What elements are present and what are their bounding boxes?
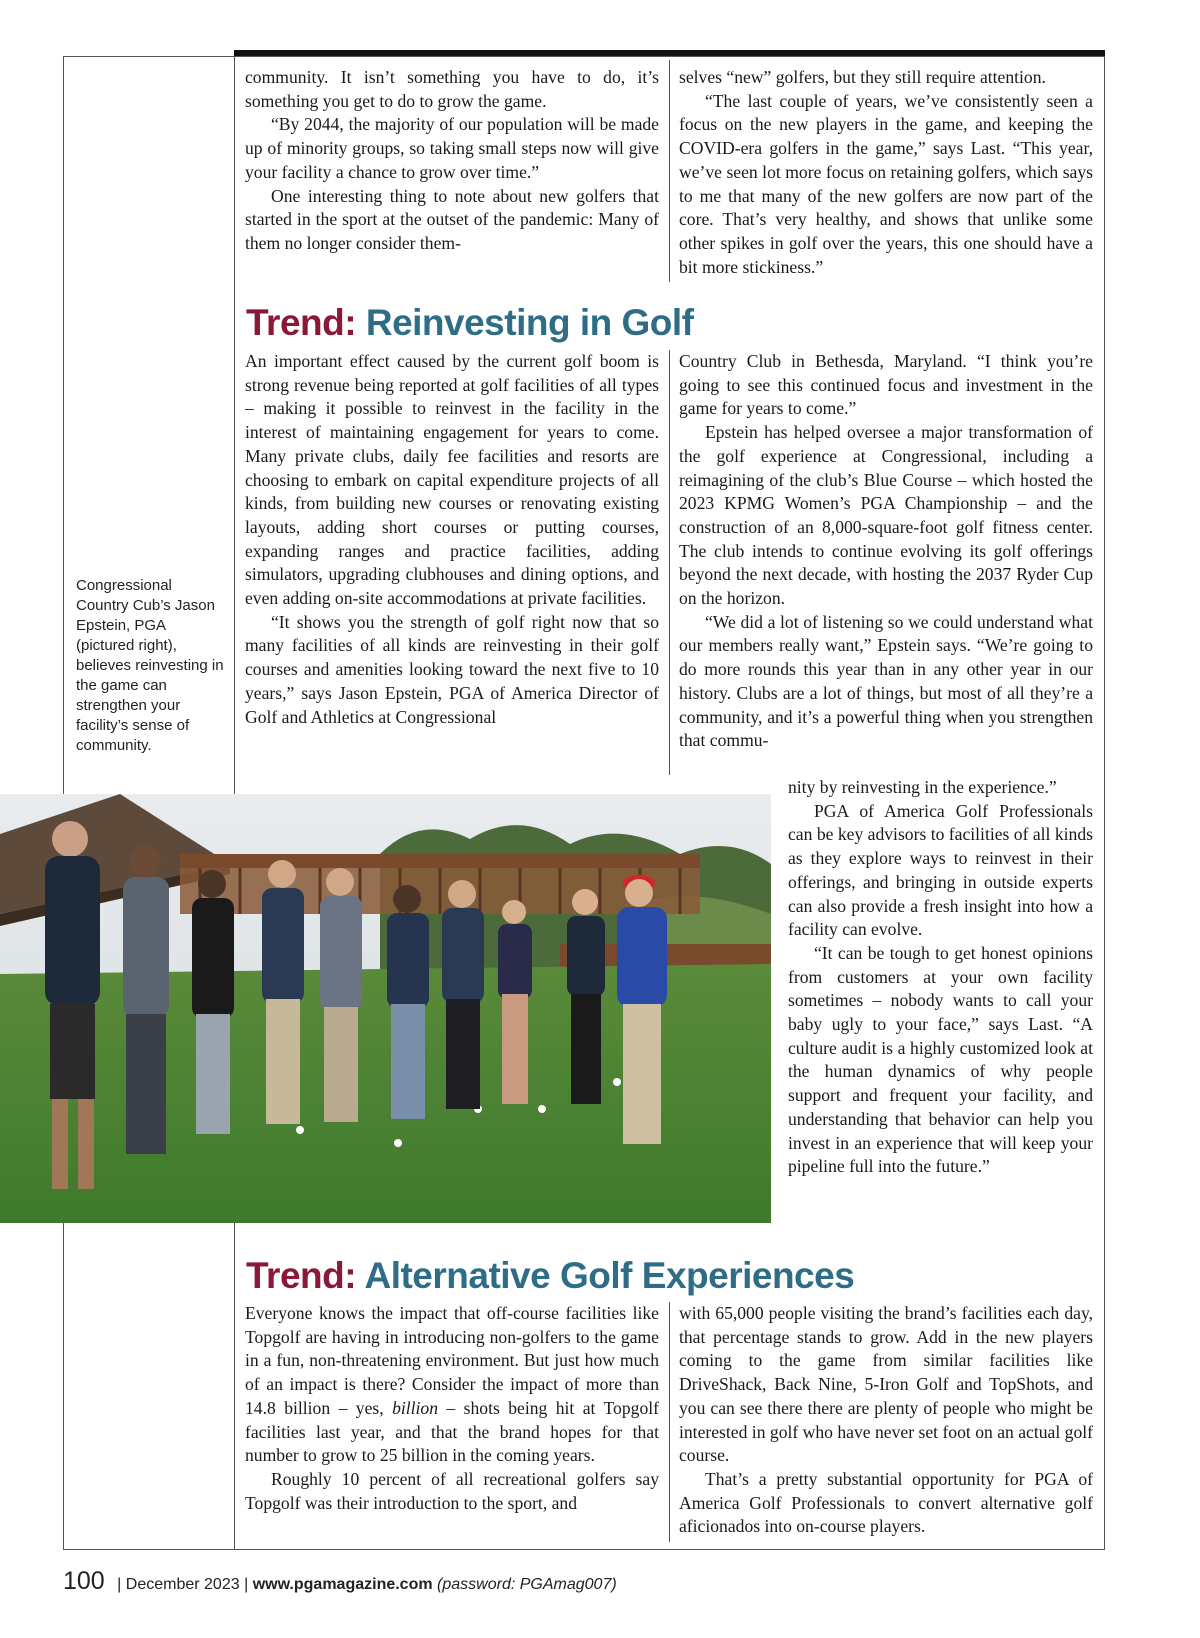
text-run: Everyone knows the impact that off-course facilities like Topgolf are having in introducing non-golfers to the game in a fun, non-threatening environment. But just how much of an impact is there? Consider the impact of more than 14.8 billion – yes,	[245, 1303, 659, 1418]
paragraph: Roughly 10 percent of all recreational golfers say Topgolf was their introduction to the sport, and	[245, 1468, 659, 1513]
heading-title: Alternative Golf Experiences	[364, 1255, 855, 1296]
paragraph: Country Club in Bethesda, Maryland. “I think you’re going to see this continued focus and investment in the game for years to come.”	[679, 351, 1093, 419]
golf-putting-clinic-photo	[0, 794, 771, 1223]
section2-right-column	[679, 1302, 1093, 1539]
top-left-column	[245, 66, 659, 256]
paragraph: Epstein has helped oversee a major transformation of the golf experience at Congressional, including a reimagining of the club’s Blue Course – which hosted the 2023 KPMG Women’s PGA Championship – and the construction of an 8,000-square-foot golf fitness center. The club intends to continue evolving its golf offerings beyond the next decade, with hosting the 2037 Ryder Cup on the horizon.	[679, 422, 1093, 609]
footer-separator: |	[244, 1576, 249, 1593]
password-note: (password: PGAmag007)	[437, 1576, 617, 1593]
heading-keyword: Trend:	[246, 1255, 357, 1296]
section1-right-column	[679, 350, 1093, 753]
text-run: – shots being hit at Topgolf facilities last year, and that the brand hopes for that number to grow to 25 billion in the coming years.	[245, 1397, 659, 1466]
paragraph: One interesting thing to note about new golfers that started in the sport at the outset of the pandemic: Many of them no longer consider them-	[245, 185, 659, 253]
paragraph: “The last couple of years, we’ve consistently seen a focus on the new players in the game, and keeping the COVID-era golfers in the game,” says Last. “This year, we’ve seen lot more focus on retaining golfers, which says to me that many of the new golfers are now part of the core. That’s very healthy, and shows that unlike some other spikes in golf over the years, this one should have a bit more stickiness.”	[679, 90, 1093, 277]
section1-left-column	[245, 350, 659, 729]
section-heading-reinvesting	[246, 302, 693, 344]
paragraph: community. It isn’t something you have to do, it’s something you get to do to grow the game.	[245, 67, 659, 111]
issue-date: December 2023	[125, 1576, 240, 1593]
section1-narrow-column	[788, 776, 1093, 1179]
paragraph: selves “new” golfers, but they still require attention.	[679, 67, 1046, 87]
section-heading-alternative	[246, 1255, 854, 1297]
footer-separator: |	[117, 1576, 122, 1593]
paragraph: An important effect caused by the current golf boom is strong revenue being reported at golf facilities of all types – making it possible to reinvest in the facility in the interest of maintaining engagement for years to come. Many private clubs, daily fee facilities and resorts are choosing to embark on capital expenditure projects of all kinds, from building new courses or renovating existing layouts, adding short courses or putting courses, expanding ranges and practice facilities, adding simulators, upgrading clubhouses and dining options, and even adding on-site accommodations at private facilities.	[245, 351, 659, 609]
top-right-column	[679, 66, 1093, 279]
heading-keyword: Trend:	[246, 302, 357, 343]
column-divider	[669, 1302, 670, 1542]
paragraph: “By 2044, the majority of our population will be made up of minority groups, so taking small steps now will give your facility a chance to grow over time.”	[245, 114, 659, 182]
photo-caption: Congressional Country Cub’s Jason Epstein, PGA (pictured right), believes reinvesting in the game can strengthen your facility’s sense of community.	[76, 577, 224, 754]
paragraph: “It can be tough to get honest opinions from customers at your own facility sometimes – nobody wants to call your baby ugly to your face,” says Last. “A culture audit is a highly customized look at the human dynamics of why people support and frequent your facility, and understanding that behavior can help you invest in an experience that will keep your pipeline full into the future.”	[788, 942, 1093, 1177]
page-footer	[63, 1567, 617, 1596]
column-divider	[669, 350, 670, 775]
section2-left-column	[245, 1302, 659, 1515]
paragraph: That’s a pretty substantial opportunity for PGA of America Golf Professionals to convert alternative golf aficionados into on-course players.	[679, 1468, 1093, 1537]
paragraph: PGA of America Golf Professionals can be key advisors to facilities of all kinds as they explore ways to reinvest in their offerings, and bringing in outside experts can also provide a fresh insight into how a facility can evolve.	[788, 800, 1093, 940]
column-divider	[669, 60, 670, 282]
paragraph	[245, 1302, 659, 1468]
paragraph: with 65,000 people visiting the brand’s facilities each day, that percentage stands to grow. Add in the new players coming to the game from similar facilities like DriveShack, Back Nine, 5-Iron Golf and TopShots, and you can see there there are plenty of people who might be interested in golf who have never set foot on an actual golf course.	[679, 1303, 1093, 1466]
paragraph: nity by reinvesting in the experience.”	[788, 777, 1057, 797]
website-link[interactable]: www.pgamagazine.com	[252, 1576, 433, 1593]
heading-title: Reinvesting in Golf	[365, 302, 694, 343]
emphasis-text: billion	[392, 1397, 439, 1418]
paragraph: “We did a lot of listening so we could understand what our members really want,” Epstein says. “We’re going to do more rounds this year than in any other year in our history. Clubs are a lot of things, but most of all they’re a community, and it’s a powerful thing when you strengthen that commu-	[679, 611, 1093, 751]
paragraph: “It shows you the strength of golf right now that so many facilities of all kinds are reinvesting in their golf courses and amenities looking toward the next five to 10 years,” says Jason Epstein, PGA of America Director of Golf and Athletics at Congressional	[245, 611, 659, 727]
page-number: 100	[63, 1567, 105, 1595]
